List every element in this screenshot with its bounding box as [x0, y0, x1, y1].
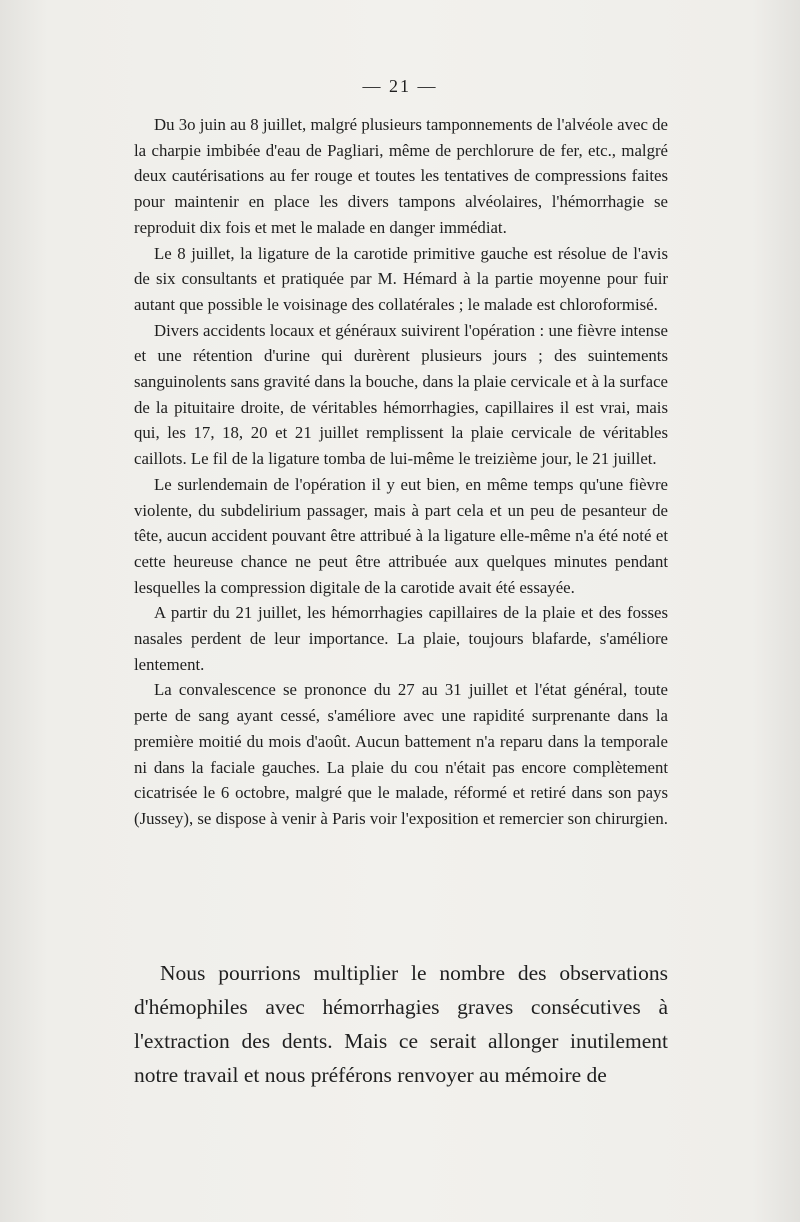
- paragraph: Divers accidents locaux et généraux suivirent l'opération : une fièvre intense et une rétention d'urine qui durèrent plusieurs jours ; des suintements sanguinolents sans gravité dans la bouche, dans la plaie cervicale et à la surface de la pituitaire droite, de véritables hémorrhagies, capillaires il est vrai, mais qui, les 17, 18, 20 et 21 juillet remplissent la plaie cervicale de véritables caillots. Le fil de la ligature tomba de lui-même le treizième jour, le 21 juillet.: [134, 320, 668, 469]
- paragraph: Du 3o juin au 8 juillet, malgré plusieurs tamponnements de l'alvéole avec de la charpie imbibée d'eau de Pagliari, même de perchlorure de fer, etc., malgré deux cautérisations au fer rouge et toutes les tentatives de compressions faites pour maintenir en place les divers tampons alvéolaires, l'hémorrhagie se reproduit dix fois et met le malade en danger immédiat.: [134, 115, 668, 237]
- closing-section: [134, 956, 668, 1092]
- observation-text: [134, 112, 668, 832]
- paragraph: A partir du 21 juillet, les hémorrhagies capillaires de la plaie et des fosses nasales perdent de leur importance. La plaie, toujours blafarde, s'améliore lentement.: [134, 603, 668, 674]
- paragraph: Le 8 juillet, la ligature de la carotide primitive gauche est résolue de l'avis de six consultants et pratiquée par M. Hémard à la partie moyenne pour fuir autant que possible le voisinage des collatérales ; le malade est chloroformisé.: [134, 243, 668, 314]
- page-number: — 21 —: [362, 76, 438, 96]
- closing-paragraph: Nous pourrions multiplier le nombre des observations d'hémophiles avec hémorrhagies graves consécutives à l'extraction des dents. Mais ce serait allonger inutilement notre travail et nous préférons renvoyer au mémoire de: [134, 961, 668, 1087]
- paragraph: Le surlendemain de l'opération il y eut bien, en même temps qu'une fièvre violente, du subdelirium passager, mais à part cela et un peu de pesanteur de tête, aucun accident pouvant être attribué à la ligature elle-même n'a été noté et cette heureuse chance ne peut être attribuée aux quelques minutes pendant lesquelles la compression digitale de la carotide avait été essayée.: [134, 474, 668, 597]
- paragraph: La convalescence se prononce du 27 au 31 juillet et l'état général, toute perte de sang ayant cessé, s'améliore avec une rapidité surprenante dans la première moitié du mois d'août. Aucun battement n'a reparu dans la temporale ni dans la faciale gauches. La plaie du cou n'était pas encore complètement cicatrisée le 6 octobre, malgré que le malade, réformé et retiré dans son pays (Jussey), se dispose à venir à Paris voir l'exposition et remercier son chirurgien.: [134, 680, 668, 828]
